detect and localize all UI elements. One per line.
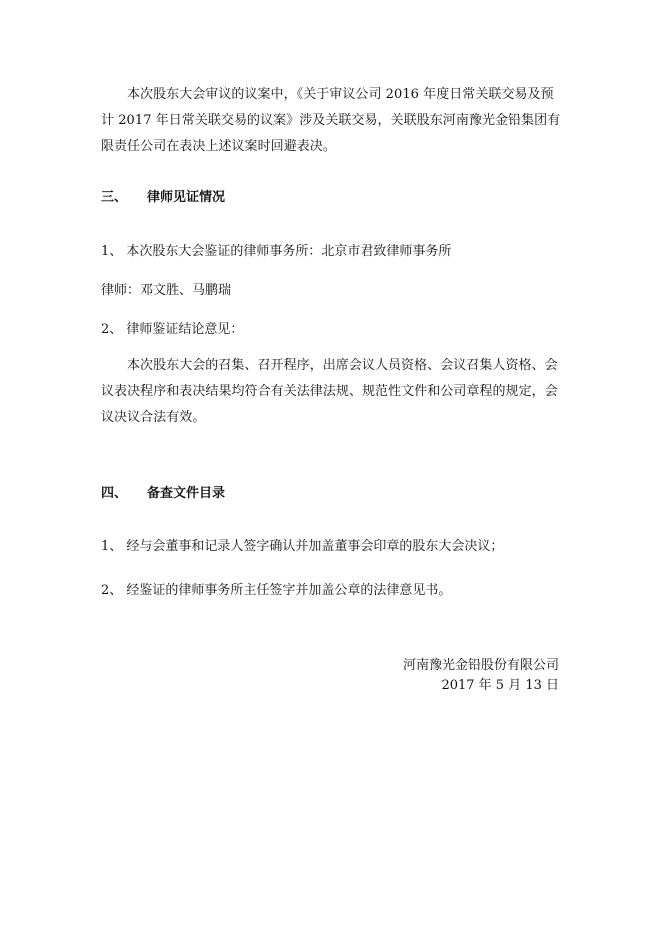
signature-block [403,656,559,696]
section-3-conclusion: 本次股东大会的召集、召开程序，出席会议人员资格、会议召集人资格、会议表决程序和表决结果均符合有关法律法规、规范性文件和公司章程的规定，会议决议合法有效。 [101,358,558,425]
section-4-heading [101,484,561,504]
intro-paragraph: 本次股东大会审议的议案中，《关于审议公司 2016 年度日常关联交易及预计 2017 年日常关联交易的议案》涉及关联交易，关联股东河南豫光金铅集团有限责任公司在表决上述议案时回避表决。 [101,87,561,154]
signature-company: 河南豫光金铅股份有限公司 [402,658,559,673]
section-3-conclusion-wrap [101,353,561,431]
section-3-heading [101,188,561,208]
signature-date: 2017 年 5 月 13 日 [441,678,559,693]
section-4-item-2: 2、 经鉴证的律师事务所主任签字并加盖公章的法律意见书。 [101,583,452,598]
intro-section [101,82,561,160]
section-3-item-1: 1、 本次股东大会鉴证的律师事务所：北京市君致律师事务所 [101,244,452,259]
section-4-heading-wrap [101,484,561,504]
section-4-item-1: 1、 经与会董事和记录人签字确认并加盖董事会印章的股东大会决议； [101,539,504,554]
section-3-heading-wrap [101,188,561,208]
section-3-item-2: 2、 律师鉴证结论意见： [101,322,244,337]
section-4-title: 备查文件目录 [147,486,226,501]
section-4-number: 四、 [101,486,128,501]
section-3-number: 三、 [101,190,128,205]
section-3-lawyers: 律师：邓文胜、马鹏瑞 [101,283,232,298]
section-3-title: 律师见证情况 [147,190,226,205]
